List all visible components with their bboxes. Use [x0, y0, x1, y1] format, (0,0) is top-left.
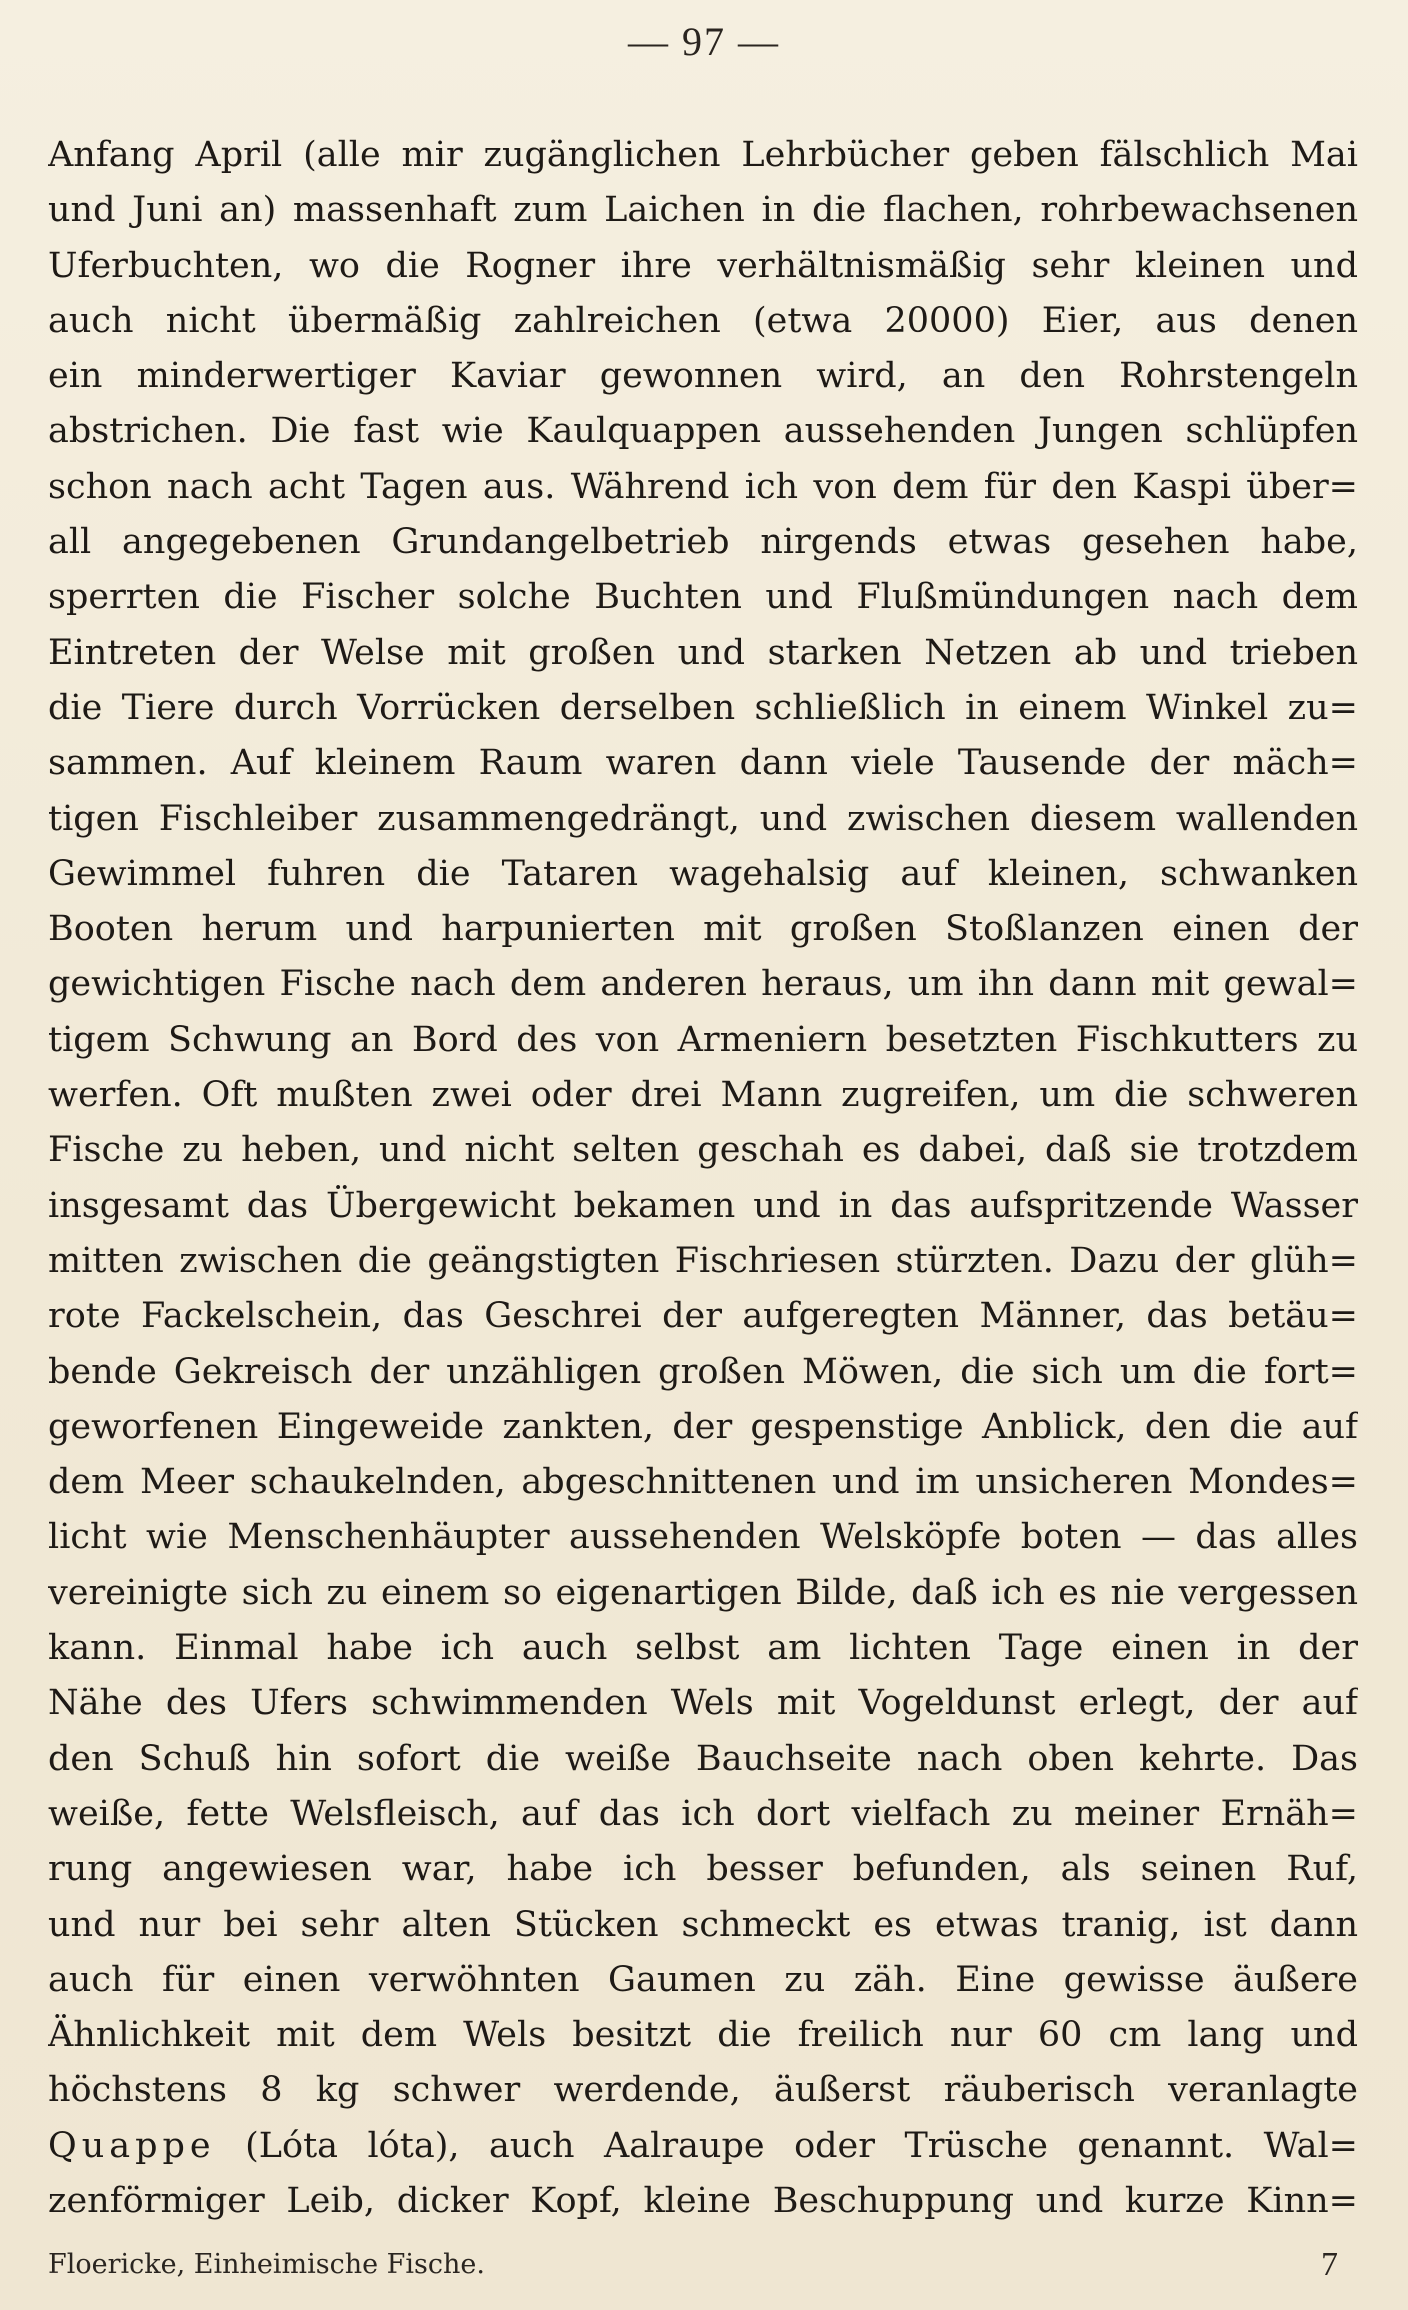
text-line: gewichtigen Fische nach dem anderen heraus, um ihn dann mit gewal= — [48, 964, 1358, 1005]
text-line: auch für einen verwöhnten Gaumen zu zäh. Eine gewisse äußere — [48, 1959, 1358, 2000]
footer-author-title: Floericke, Einheimische Fische. — [48, 2249, 485, 2280]
text-line: rung angewiesen war, habe ich besser befunden, als seinen Ruf, — [48, 1849, 1358, 1890]
species-name-spaced: Quappe — [48, 2125, 216, 2166]
text-line: vereinigte sich zu einem so eigenartigen Bilde, daß ich es nie vergessen — [48, 1572, 1358, 1613]
text-line: insgesamt das Übergewicht bekamen und in das aufspritzende Wasser — [48, 1185, 1358, 1226]
text-line: licht wie Menschenhäupter aussehenden Welsköpfe boten — das alles — [48, 1517, 1358, 1558]
text-line: Nähe des Ufers schwimmenden Wels mit Vogeldunst erlegt, der auf — [48, 1683, 1358, 1724]
page-number: — 97 — — [628, 19, 780, 64]
text-line: mitten zwischen die geängstigten Fischriesen stürzten. Dazu der glüh= — [48, 1240, 1358, 1281]
text-line: abstrichen. Die fast wie Kaulquappen aussehenden Jungen schlüpfen — [48, 411, 1358, 452]
text-line: Fische zu heben, und nicht selten geschah es dabei, daß sie trotzdem — [48, 1130, 1358, 1171]
text-line: höchstens 8 kg schwer werdende, äußerst räuberisch veranlagte — [48, 2070, 1358, 2111]
body-text — [48, 128, 1358, 2229]
text-line: werfen. Oft mußten zwei oder drei Mann zugreifen, um die schweren — [48, 1075, 1358, 1116]
text-line: geworfenen Eingeweide zankten, der gespenstige Anblick, den die auf — [48, 1406, 1358, 1447]
text-line: bende Gekreisch der unzähligen großen Möwen, die sich um die fort= — [48, 1351, 1358, 1392]
text-line: dem Meer schaukelnden, abgeschnittenen und im unsicheren Mondes= — [48, 1462, 1358, 1503]
text-line: auch nicht übermäßig zahlreichen (etwa 20000) Eier, aus denen — [48, 300, 1358, 341]
text-line: rote Fackelschein, das Geschrei der aufgeregten Männer, das betäu= — [48, 1296, 1358, 1337]
text-line: und Juni an) massenhaft zum Laichen in die flachen, rohrbewachsenen — [48, 190, 1358, 231]
text-line: all angegebenen Grundangelbetrieb nirgends etwas gesehen habe, — [48, 522, 1358, 563]
text-line: schon nach acht Tagen aus. Während ich von dem für den Kaspi über= — [48, 466, 1358, 507]
text-line: sammen. Auf kleinem Raum waren dann viele Tausende der mäch= — [48, 743, 1358, 784]
text-line: tigen Fischleiber zusammengedrängt, und zwischen diesem wallenden — [48, 798, 1358, 839]
text-line: weiße, fette Welsfleisch, auf das ich dort vielfach zu meiner Ernäh= — [48, 1793, 1358, 1834]
text-line: kann. Einmal habe ich auch selbst am lichten Tage einen in der — [48, 1628, 1358, 1669]
text-line: Ähnlichkeit mit dem Wels besitzt die freilich nur 60 cm lang und — [48, 2015, 1358, 2056]
text-line: Uferbuchten, wo die Rogner ihre verhältnismäßig sehr kleinen und — [48, 245, 1358, 286]
text-line: sperrten die Fischer solche Buchten und Flußmündungen nach dem — [48, 577, 1358, 618]
text-line: tigem Schwung an Bord des von Armeniern besetzten Fischkutters zu — [48, 1019, 1358, 1060]
signature-mark: 7 — [1321, 2246, 1338, 2283]
text-line: ein minderwertiger Kaviar gewonnen wird, an den Rohrstengeln — [48, 356, 1358, 397]
text-line: Gewimmel fuhren die Tataren wagehalsig auf kleinen, schwanken — [48, 853, 1358, 894]
text-line-rest: (Lóta lóta), auch Aalraupe oder Trüsche genannt. Wal= — [215, 2125, 1358, 2166]
text-line-quappe — [48, 2119, 1358, 2174]
text-line: die Tiere durch Vorrücken derselben schließlich in einem Winkel zu= — [48, 687, 1358, 728]
page-footer — [48, 2240, 1358, 2290]
text-line: Booten herum und harpunierten mit großen Stoßlanzen einen der — [48, 909, 1358, 950]
text-line: Eintreten der Welse mit großen und starken Netzen ab und trieben — [48, 632, 1358, 673]
text-line: und nur bei sehr alten Stücken schmeckt es etwas tranig, ist dann — [48, 1904, 1358, 1945]
text-line-final: zenförmiger Leib, dicker Kopf, kleine Beschuppung und kurze Kinn= — [48, 2180, 1358, 2221]
text-line: den Schuß hin sofort die weiße Bauchseite nach oben kehrte. Das — [48, 1738, 1358, 1779]
text-line: Anfang April (alle mir zugänglichen Lehrbücher geben fälschlich Mai — [48, 135, 1358, 175]
